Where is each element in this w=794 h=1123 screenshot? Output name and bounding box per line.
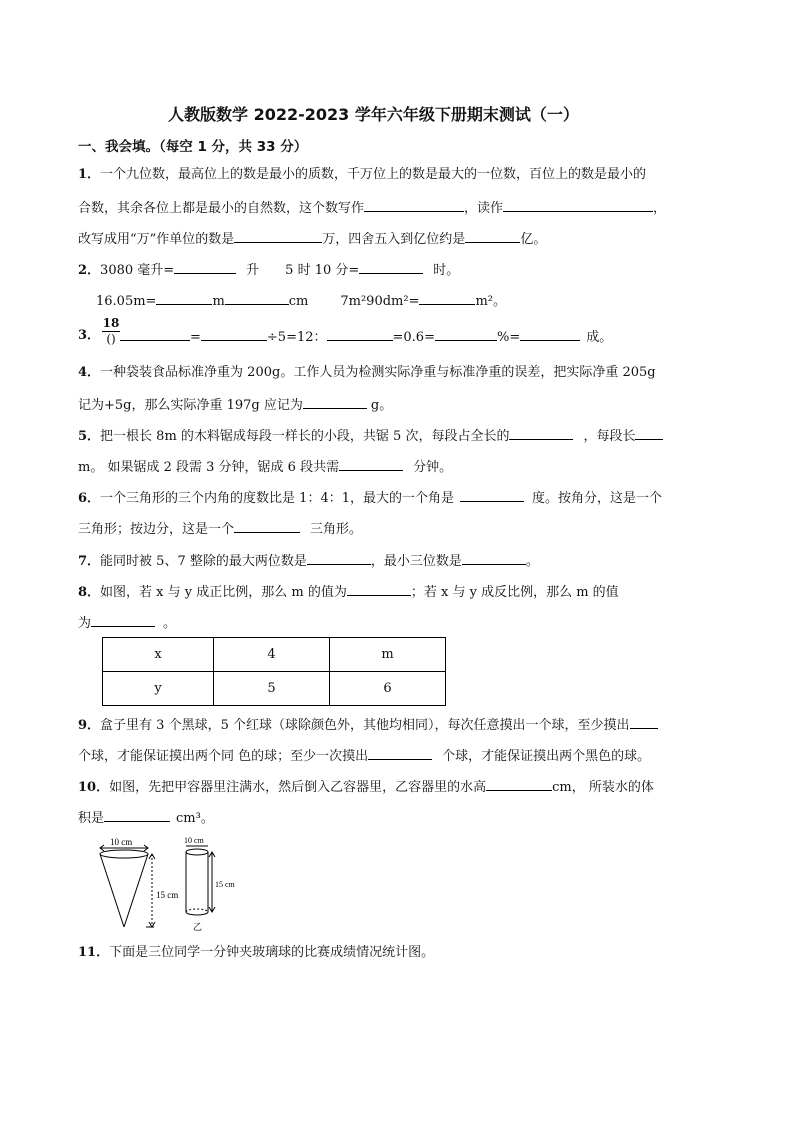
question-text: g。 [370,398,393,413]
answer-blank[interactable] [635,426,663,440]
question-1-line-1 [78,166,646,184]
question-text: ，每段长 [583,429,636,444]
answer-blank[interactable] [503,198,653,212]
question-text: m。 如果锯成 2 段需 3 分钟，锯成 6 段共需 [78,460,340,475]
question-text: m²。 [475,294,507,309]
question-text: 积是 [78,811,105,826]
cone-height-label: 15 cm [156,890,179,900]
question-text: 改写成用“万”作单位的数是 [78,232,235,247]
question-number: 7． [78,554,101,569]
answer-blank[interactable] [234,229,322,243]
question-2-line-1 [78,260,459,280]
question-text: 一个三角形的三个内角的度数比是 1：4：1，最大的一个角是 [100,491,454,506]
question-6-line-2 [78,519,362,539]
table-cell: 6 [330,672,446,706]
answer-blank[interactable] [174,260,236,274]
question-text: ， [653,201,667,216]
question-text: 记为+5g，那么实际净重 197g 应记为 [78,398,303,413]
answer-blank[interactable] [225,291,289,305]
question-text: ；若 x 与 y 成反比例，那么 m 的值 [410,585,619,600]
answer-blank[interactable] [234,519,300,533]
table-cell: 5 [214,672,330,706]
question-text: 升 [246,263,260,278]
answer-blank[interactable] [104,808,170,822]
answer-blank[interactable] [91,613,155,627]
question-4-line-2 [78,395,392,415]
question-text: 一种袋装食品标准净重为 200g。工作人员为检测实际净重与标准净重的误差，把实际净重 205g [100,365,656,380]
question-number: 5． [78,429,101,444]
question-text: 7m²90dm²= [340,294,420,309]
question-text: 盒子里有 3 个黑球，5 个红球（球除颜色外，其他均相同），每次任意摸出一个球，至少摸出 [100,718,630,733]
answer-blank[interactable] [462,551,526,565]
table-cell: x [103,638,214,672]
question-9-line-2 [78,746,650,766]
answer-blank[interactable] [303,395,367,409]
question-text: 。 [163,616,177,631]
question-text: 成。 [586,330,613,345]
question-text: 下面是三位同学一分钟夹玻璃球的比赛成绩情况统计图。 [109,945,435,960]
question-text: 为 [78,616,92,631]
answer-blank[interactable] [327,327,393,341]
question-8-line-1 [78,582,619,602]
question-10-line-2 [78,808,214,828]
answer-blank[interactable] [460,488,524,502]
question-text: 三角形。 [310,522,363,537]
xy-table [102,637,446,706]
table-cell: y [103,672,214,706]
answer-blank[interactable] [509,426,573,440]
answer-blank[interactable] [435,327,497,341]
question-number: 6． [78,491,101,506]
question-5-line-1 [78,426,663,446]
question-text: 能同时被 5、7 整除的最大两位数是 [100,554,307,569]
question-text: 亿。 [520,232,547,247]
question-text: 16.05m= [96,294,157,309]
cylinder-height-label: 15 cm [215,880,235,889]
cylinder-top-label: 10 cm [184,836,204,845]
cone-figure [100,845,155,927]
question-8-line-2 [78,613,176,633]
answer-blank[interactable] [419,291,475,305]
answer-blank[interactable] [120,327,190,341]
question-text: 个球，才能保证摸出两个同 色的球；至少一次摸出 [78,749,369,764]
question-number: 11． [78,945,110,960]
question-text: %= [496,330,521,345]
question-3-line [120,327,612,347]
question-text: ，读作 [464,201,504,216]
question-number: 4． [78,365,101,380]
question-text: 。 [525,554,539,569]
question-text: =0.6= [392,330,435,345]
table-cell: m [330,638,446,672]
answer-blank[interactable] [486,777,552,791]
question-text: m [212,294,225,309]
question-number: 3． [78,328,101,343]
question-11-line [78,944,434,962]
table-cell: 4 [214,638,330,672]
question-10-line-1 [78,777,654,797]
answer-blank[interactable] [520,327,580,341]
answer-blank[interactable] [307,551,371,565]
question-text: 3080 毫升= [100,263,175,278]
question-1-line-3 [78,229,546,249]
answer-blank[interactable] [368,746,432,760]
question-7-line [78,551,539,571]
question-text: 三角形；按边分，这是一个 [78,522,235,537]
question-number: 9． [78,718,101,733]
table-row [103,672,446,706]
fraction-numerator: 18 [102,316,120,330]
question-text: 时。 [433,263,460,278]
question-number: 1． [78,167,101,182]
question-text: 如图，若 x 与 y 成正比例，那么 m 的值为 [100,585,347,600]
fraction [102,317,120,346]
answer-blank[interactable] [465,229,520,243]
answer-blank[interactable] [201,327,267,341]
page-title: 人教版数学 2022-2023 学年六年级下册期末测试（一） [168,105,579,124]
answer-blank[interactable] [339,457,403,471]
question-text: cm， 所装水的体 [552,780,654,795]
question-text: 万，四舍五入到亿位约是 [322,232,466,247]
question-1-line-2 [78,198,666,218]
question-text: 把一根长 8m 的木料锯成每段一样长的小段，共锯 5 次，每段占全长的 [100,429,510,444]
question-text: 一个九位数，最高位上的数是最小的质数，千万位上的数是最大的一位数，百位上的数是最小的 [100,167,647,182]
cone-top-label: 10 cm [110,837,133,847]
question-4-line-1 [78,364,656,382]
table-row [103,638,446,672]
fraction-denominator: () [106,332,116,346]
answer-blank[interactable] [156,291,212,305]
question-text: ÷5=12： [266,330,327,345]
question-text: 5 时 10 分= [285,263,360,278]
question-number: 8． [78,585,101,600]
container-figure [96,834,256,934]
question-number: 2． [78,263,101,278]
question-2-line-2 [96,291,506,311]
cylinder-label: 乙 [193,923,203,933]
question-text: cm [288,294,309,309]
question-text: cm³。 [176,811,214,826]
question-text: 如图，先把甲容器里注满水，然后倒入乙容器里，乙容器里的水高 [109,780,487,795]
question-text: 分钟。 [413,460,453,475]
answer-blank[interactable] [630,715,658,729]
question-9-line-1 [78,715,658,735]
cylinder-figure [186,846,215,915]
answer-blank[interactable] [364,198,464,212]
question-text: 合数，其余各位上都是最小的自然数，这个数写作 [78,201,365,216]
question-text: ，最小三位数是 [370,554,462,569]
answer-blank[interactable] [347,582,411,596]
question-text: 个球，才能保证摸出两个黑色的球。 [442,749,651,764]
section-heading: 一、我会填。（每空 1 分，共 33 分） [78,139,308,155]
answer-blank[interactable] [359,260,423,274]
question-text: 度。按角分，这是一个 [532,491,663,506]
question-number: 10． [78,780,110,795]
question-5-line-2 [78,457,452,477]
question-6-line-1 [78,488,662,508]
question-text: = [190,330,201,345]
question-3-number [78,327,100,345]
